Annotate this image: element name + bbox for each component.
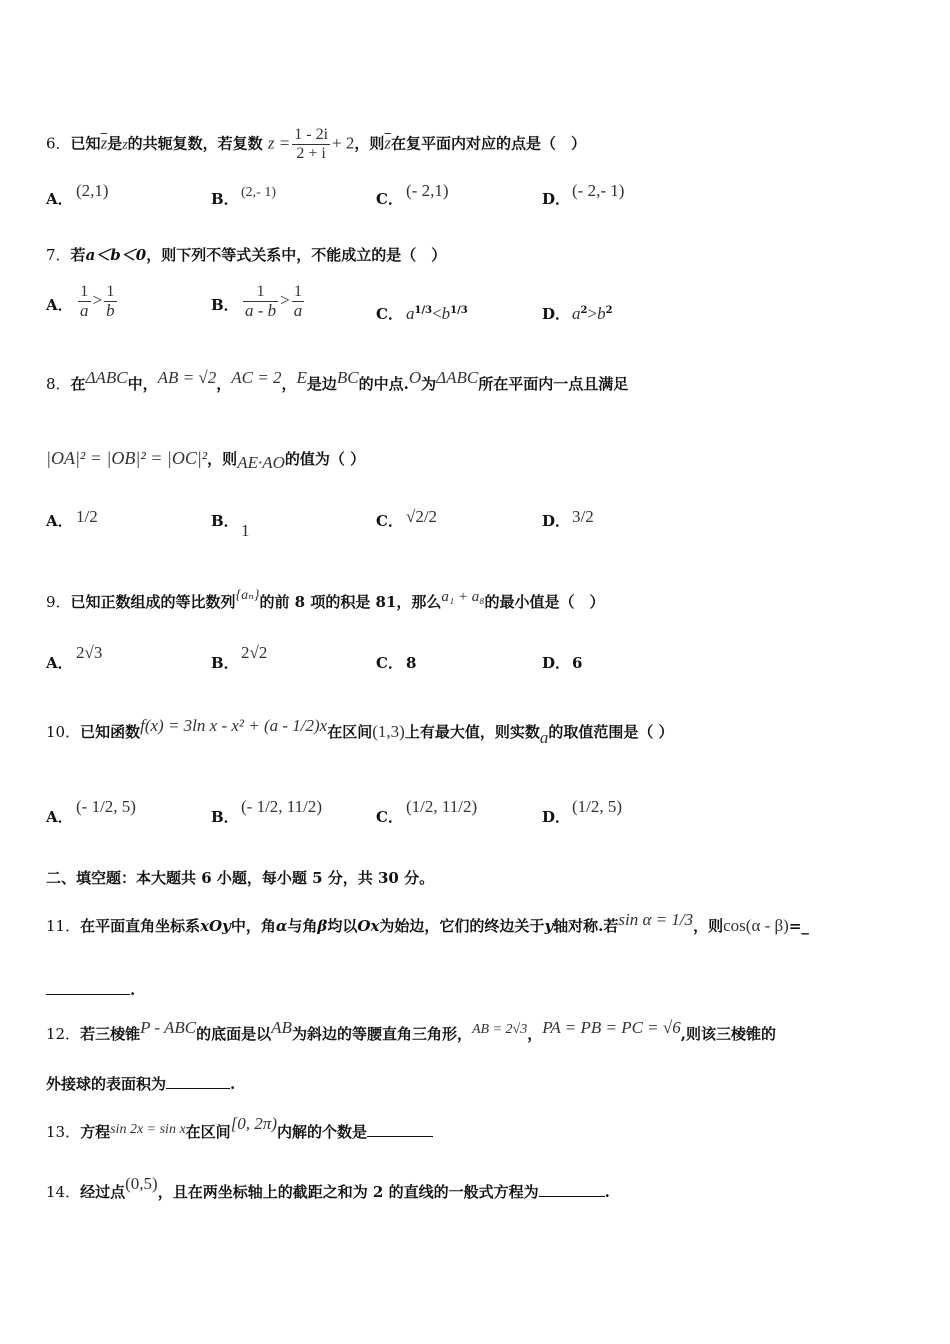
question-text: 为 [421,375,437,393]
option-label: D． [542,512,571,530]
question-number: 6． [46,134,71,153]
math-exponent: 2 [580,305,588,316]
question-text: ， [527,1025,543,1043]
question-text: 经过点 [80,1183,126,1201]
section-heading: 二、填空题：本大题共 6 小题，每小题 5 分，共 30 分。 [46,869,435,887]
option-c [376,797,478,827]
question-text: 的底面是以 [196,1025,272,1043]
question-13 [46,1114,433,1144]
q8-options [46,506,906,550]
question-text: 中， [127,375,158,393]
math-pa: PA = PB = PC = √6 [542,1018,681,1037]
math-ab-value: AB = 2√3 [471,1022,528,1037]
option-value: 1/2 [76,507,98,526]
q6-options [46,181,906,232]
math-expression: a₁ + a₈ [441,589,485,605]
math-triangle: ΔABC [85,368,128,387]
question-8-continued [46,448,366,472]
math-condition: a＜b＜0 [85,246,147,264]
math-function: f(x) = 3ln x - x² + (a - 1/2)x [140,716,328,735]
math-cos: cos(α - β) [723,916,789,935]
question-number: 9． [46,593,71,611]
option-value: (1/2, 5) [572,797,623,816]
option-label: C． [376,654,403,672]
math-y: y [544,917,554,935]
option-label: B． [211,190,239,208]
math-base: a [572,304,581,323]
math-ab: AB [271,1018,292,1037]
math-ab: AB = √2 [157,368,217,387]
math-exponent: 2 [605,305,613,316]
option-label: D． [542,654,571,672]
q7-options [46,283,906,327]
question-text: 为始边，它们的终边关于 [379,917,545,935]
q10-options [46,797,906,850]
math-pyramid: P - ABC [140,1018,197,1037]
option-a [46,181,109,209]
math-base: b [441,304,451,323]
question-text: ，且在两坐标轴上的截距之和为 2 的直线的一般式方程为 [157,1183,539,1201]
option-label: A． [46,190,73,208]
option-value: 1 [241,521,250,540]
q9-options [46,643,906,696]
question-text: 在复平面内对应的点是（ ） [391,134,587,153]
question-12-continued [46,1074,235,1094]
question-text: =_ [788,917,809,935]
frac-numerator: 1 [292,283,305,302]
question-text: 外接球的表面积为 [46,1075,167,1093]
math-alpha: α [275,917,288,935]
question-10 [46,716,674,747]
math-o: O [408,368,422,387]
question-text: 是边 [306,375,337,393]
math-exponent: 1/3 [450,305,468,316]
frac-denominator: a - b [245,301,277,320]
question-text: 为斜边的等腰直角三角形， [291,1025,472,1043]
question-number: 10． [46,723,81,741]
option-label: C． [376,808,403,826]
math-beta: β [317,917,328,935]
option-value: √2/2 [406,507,438,526]
option-label: B． [211,295,239,314]
frac-denominator: a [293,301,303,320]
math-base: a [406,304,415,323]
option-value: (2,1) [76,181,109,200]
question-text: ,则该三棱锥的 [680,1025,776,1043]
option-label: A． [46,654,73,672]
math-fraction [292,126,330,163]
question-text: . [130,981,136,999]
math-operator: > [280,290,290,310]
math-operator: < [432,304,442,323]
math-fraction [292,283,305,320]
option-b [211,797,323,827]
question-text: 在 [70,375,86,393]
frac-denominator: b [106,301,115,320]
question-text: ，则 [354,134,385,153]
option-b [211,506,250,540]
question-text: 中，角 [230,917,276,935]
option-a [46,506,98,530]
option-value: 2√2 [241,643,268,662]
option-a [46,283,119,320]
math-expression: AE·AO [237,453,285,472]
option-label: D． [542,190,571,208]
answer-blank[interactable] [166,1074,230,1089]
question-text: 已知正数组成的等比数列 [70,593,236,611]
question-text: 在区间 [327,723,373,741]
option-c [376,506,438,530]
question-text: ，则 [693,917,724,935]
option-c [376,303,468,324]
math-exponent: 1/3 [414,305,433,316]
option-value: 6 [572,654,583,672]
math-interval: (1,3) [372,722,405,741]
math-z-conjugate: $\overline{z}$ [384,133,392,153]
question-text: 的最小值是（ ） [484,593,605,611]
question-12 [46,1018,776,1046]
option-d [542,797,623,827]
question-text: ，则下列不等式关系中，不能成立的是（ ） [146,246,447,264]
option-c [376,652,416,673]
question-text: 所在平面内一点且满足 [478,375,629,393]
option-value: (2,- 1) [241,185,276,200]
math-sequence: {aₙ} [235,588,260,603]
frac-numerator: 1 - 2i [294,126,329,143]
option-b [211,185,276,209]
option-c [376,181,449,209]
question-11 [46,910,809,936]
question-text: 均以 [327,917,358,935]
math-xoy: xOy [200,917,231,935]
option-d [542,181,625,209]
question-text: 若 [70,246,86,264]
question-text: 若三棱锥 [80,1025,141,1043]
question-14 [46,1174,610,1202]
option-a [46,643,103,673]
question-text: 内解的个数是 [276,1123,367,1141]
option-b [211,643,268,673]
question-text: 与角 [287,917,318,935]
option-value: 8 [406,654,417,672]
question-text: 的前 8 项的积是 81，那么 [259,593,442,611]
option-label: D． [542,808,571,826]
math-fraction [104,283,117,320]
option-label: D． [542,305,571,323]
math-fraction [243,283,278,320]
question-text: 已知 [70,134,101,153]
question-text: 的共轭复数，若复数 [127,134,263,153]
option-label: A． [46,512,73,530]
math-z: z [122,137,128,153]
question-text: 轴对称.若 [553,917,619,935]
math-equation: sin 2x = sin x [110,1122,186,1137]
option-value: (- 1/2, 5) [76,797,136,816]
option-label: A． [46,808,73,826]
question-7 [46,245,446,265]
option-value: (1/2, 11/2) [406,797,478,816]
question-number: 7． [46,246,71,264]
math-eq-rhs: + 2 [332,133,355,153]
question-text: 方程 [80,1123,111,1141]
question-number: 11． [46,917,81,935]
math-e: E [296,368,307,387]
option-value: 3/2 [572,507,594,526]
question-text: 是 [107,134,123,153]
math-operator: > [587,304,598,323]
answer-blank[interactable] [46,980,130,995]
question-11-blank-line [46,980,135,1000]
question-text: 在平面直角坐标系 [80,917,201,935]
question-number: 12． [46,1025,81,1043]
math-base: b [597,304,606,323]
math-sin: sin α = 1/3 [618,910,694,929]
answer-blank[interactable] [539,1182,605,1197]
option-d [542,303,613,324]
math-triangle: ΔABC [436,368,479,387]
question-text: ， [216,375,232,393]
question-text: ，则 [207,450,238,468]
question-text: 的中点. [358,375,409,393]
question-text: 上有最大值，则实数 [404,723,540,741]
math-z-conjugate: $\overline{z}$ [100,133,108,153]
option-value: (- 2,1) [406,181,449,200]
question-6 [46,126,586,163]
math-fraction [78,283,91,320]
question-text: 已知函数 [80,723,141,741]
answer-blank[interactable] [367,1122,433,1137]
option-label: C． [376,512,403,530]
math-point: (0,5) [125,1174,158,1193]
question-8 [46,368,629,394]
frac-denominator: a [80,301,89,320]
math-condition: |OA|² = |OB|² = |OC|² [46,448,208,468]
question-text: 的取值范围是（ ） [548,723,674,741]
option-value: (- 1/2, 11/2) [241,797,323,816]
option-label: B． [211,654,239,672]
option-d [542,652,582,673]
question-text: . [604,1183,610,1201]
frac-numerator: 1 [243,283,278,302]
option-b [211,283,306,320]
math-operator: > [92,290,103,310]
math-ac: AC = 2 [231,368,282,387]
math-eq-lhs: z = [267,133,291,153]
option-label: C． [376,190,403,208]
option-label: B． [211,512,239,530]
question-9 [46,588,605,614]
question-number: 13． [46,1123,81,1141]
question-text: 的值为（ ） [284,450,366,468]
option-value: 2√3 [76,643,103,662]
math-ox: Ox [357,917,380,935]
frac-numerator: 1 [104,283,117,302]
frac-denominator: 2 + i [296,145,326,162]
question-text: . [230,1075,236,1093]
option-label: C． [376,305,403,323]
question-text: 在区间 [185,1123,231,1141]
option-a [46,797,136,827]
question-number: 8． [46,375,71,393]
math-bc: BC [336,368,359,387]
option-label: A． [46,295,73,314]
option-label: B． [211,808,239,826]
question-text: ， [281,375,297,393]
math-a: a [539,728,549,747]
option-value: (- 2,- 1) [572,181,625,200]
question-number: 14． [46,1183,81,1201]
math-interval: [0, 2π) [230,1114,277,1133]
option-d [542,506,594,530]
frac-numerator: 1 [78,283,91,302]
